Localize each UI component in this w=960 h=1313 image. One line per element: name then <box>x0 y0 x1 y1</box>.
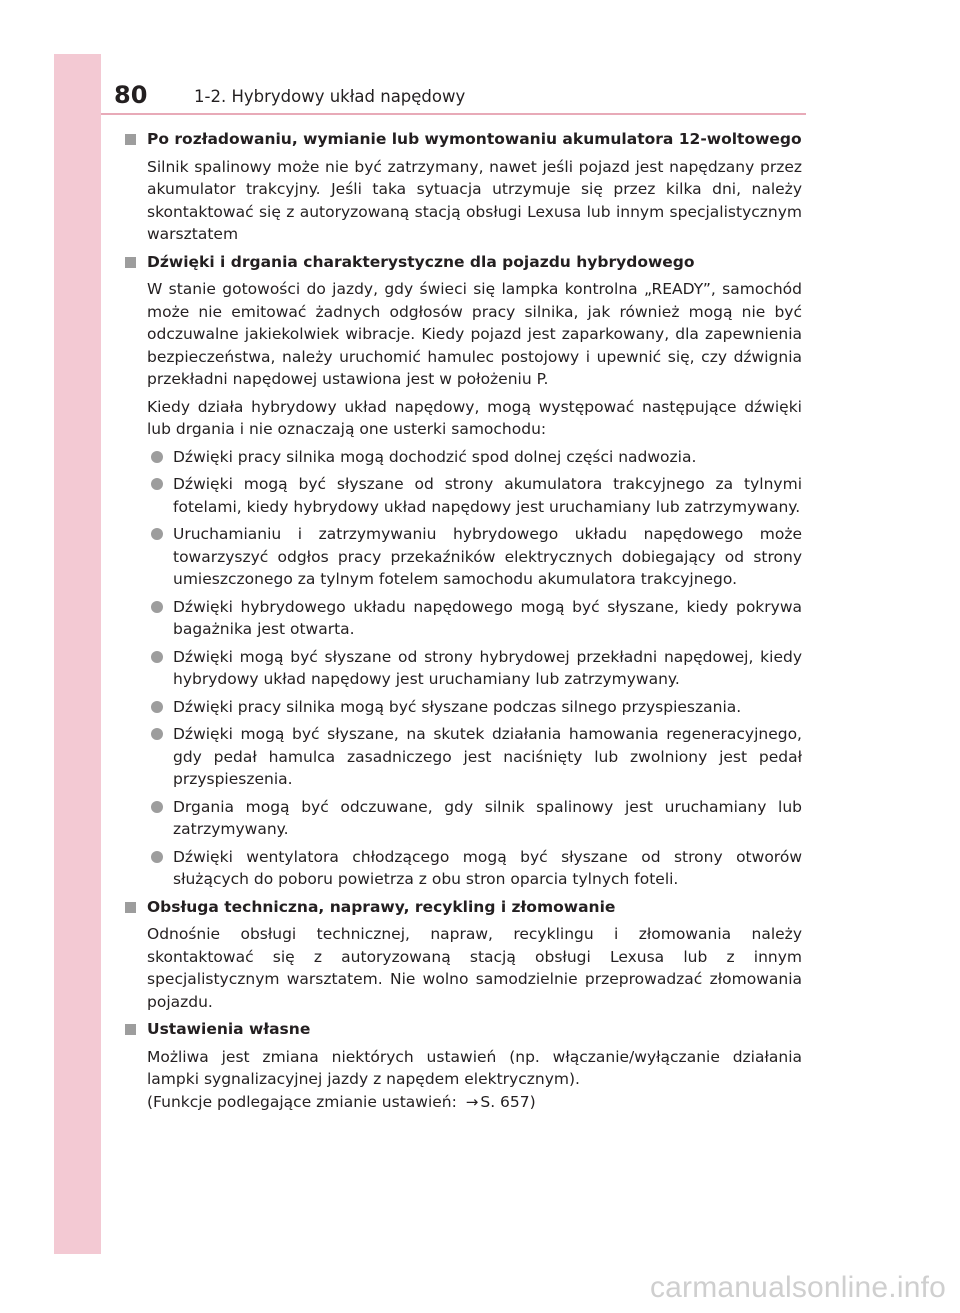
paragraph: W stanie gotowości do jazdy, gdy świeci się lampka kontrolna „READY”, samochód może nie emitować żadnych odgłosów pracy silnika, jak również mogą nie być odczuwalne jakiekolwiek wibracje. Kiedy pojazd jest zaparkowany, dla zapewnienia bezpieczeństwa, należy uruchomić hamulec postojowy i upewnić się, czy dźwignia przekładni napędowej ustawiona jest w położeniu P. <box>147 280 802 388</box>
list-item <box>121 846 802 891</box>
header-divider <box>101 113 806 115</box>
list-item-text: Drgania mogą być odczuwane, gdy silnik spalinowy jest uruchamiany lub zatrzymywany. <box>173 797 802 838</box>
cross-reference <box>121 1091 802 1114</box>
round-bullet-icon <box>151 701 163 713</box>
square-bullet-icon <box>125 1024 136 1035</box>
list-item <box>121 696 802 719</box>
round-bullet-icon <box>151 651 163 663</box>
cross-reference-link[interactable]: S. 657) <box>480 1092 536 1111</box>
square-bullet-icon <box>125 257 136 268</box>
round-bullet-icon <box>151 451 163 463</box>
section-heading-text: Ustawienia własne <box>147 1020 311 1038</box>
section-battery <box>121 128 802 246</box>
list-item-text: Dźwięki pracy silnika mogą być słyszane podczas silnego przyspieszania. <box>173 697 742 716</box>
section-custom-settings <box>121 1018 802 1113</box>
round-bullet-icon <box>151 851 163 863</box>
paragraph: Silnik spalinowy może nie być zatrzymany, nawet jeśli pojazd jest napędzany przez akumulator trakcyjny. Jeśli taka sytuacja utrzymuje się przez kilka dni, należy skontaktować się z autoryzowaną stacją obsługi Lexusa lub innym specjalistycznym warsztatem <box>147 157 802 243</box>
list-item-text: Dźwięki wentylatora chłodzącego mogą być słyszane od strony otworów służących do poboru powietrza z obu stron oparcia tylnych foteli. <box>173 847 802 888</box>
page-number: 80 <box>114 81 148 109</box>
square-bullet-icon <box>125 134 136 145</box>
list-item <box>121 596 802 641</box>
list-item-text: Dźwięki mogą być słyszane od strony hybrydowej przekładni napędowej, kiedy hybrydowy układ napędowy jest uruchamiany lub zatrzymywany. <box>173 647 802 688</box>
list-item <box>121 523 802 591</box>
round-bullet-icon <box>151 478 163 490</box>
list-item <box>121 796 802 841</box>
list-item <box>121 646 802 691</box>
page-content <box>121 128 802 1118</box>
section-heading-text: Dźwięki i drgania charakterystyczne dla pojazdu hybrydowego <box>147 252 695 271</box>
section-heading-text: Po rozładowaniu, wymianie lub wymontowaniu akumulatora 12-woltowego <box>147 130 802 148</box>
paragraph: Odnośnie obsługi technicznej, napraw, recyklingu i złomowania należy skontaktować się z autoryzowaną stacją obsługi Lexusa lub z innym specjalistycznym warsztatem. Nie wolno samodzielnie przeprowadzać złomowania pojazdu. <box>147 925 802 1011</box>
round-bullet-icon <box>151 528 163 540</box>
list-item <box>121 723 802 791</box>
chapter-title: 1-2. Hybrydowy układ napędowy <box>194 87 466 106</box>
paragraph: Możliwa jest zmiana niektórych ustawień (np. włączanie/wyłączanie działania lampki sygnalizacyjnej jazdy z napędem elektrycznym). <box>147 1047 802 1088</box>
list-item-text: Dźwięki hybrydowego układu napędowego mogą być słyszane, kiedy pokrywa bagażnika jest otwarta. <box>173 597 802 638</box>
section-maintenance <box>121 896 802 1014</box>
section-heading-text: Obsługa techniczna, naprawy, recykling i złomowanie <box>147 897 616 916</box>
section-sounds <box>121 251 802 891</box>
section-heading <box>121 1018 802 1041</box>
section-heading <box>121 896 802 919</box>
list-item-text: Dźwięki mogą być słyszane od strony akumulatora trakcyjnego za tylnymi fotelami, kiedy hybrydowy układ napędowy jest uruchamiany lub zatrzymywany. <box>173 475 802 516</box>
side-tab-band <box>54 54 101 1254</box>
paragraph: Kiedy działa hybrydowy układ napędowy, mogą występować następujące dźwięki lub drgania i nie oznaczają one usterki samochodu: <box>147 397 802 438</box>
arrow-right-icon: → <box>465 1092 479 1111</box>
list-item <box>121 473 802 518</box>
list-item-text: Dźwięki mogą być słyszane, na skutek działania hamowania regeneracyjnego, gdy pedał hamulca zasadniczego jest naciśnięty lub zwolniony jest pedał przyspieszenia. <box>173 725 802 788</box>
section-heading <box>121 128 802 151</box>
list-item <box>121 446 802 469</box>
round-bullet-icon <box>151 801 163 813</box>
list-item-text: Dźwięki pracy silnika mogą dochodzić spod dolnej części nadwozia. <box>173 447 697 466</box>
list-item-text: Uruchamianiu i zatrzymywaniu hybrydowego układu napędowego może towarzyszyć odgłos pracy przekaźników elektrycznych dobiegający od strony umieszczonego za tylnym fotelem samochodu akumulatora trakcyjnego. <box>173 525 802 588</box>
section-heading <box>121 251 802 274</box>
round-bullet-icon <box>151 601 163 613</box>
watermark: carmanualsonline.info <box>649 1271 946 1304</box>
cross-reference-prefix: (Funkcje podlegające zmianie ustawień: <box>147 1092 457 1111</box>
round-bullet-icon <box>151 728 163 740</box>
square-bullet-icon <box>125 902 136 913</box>
